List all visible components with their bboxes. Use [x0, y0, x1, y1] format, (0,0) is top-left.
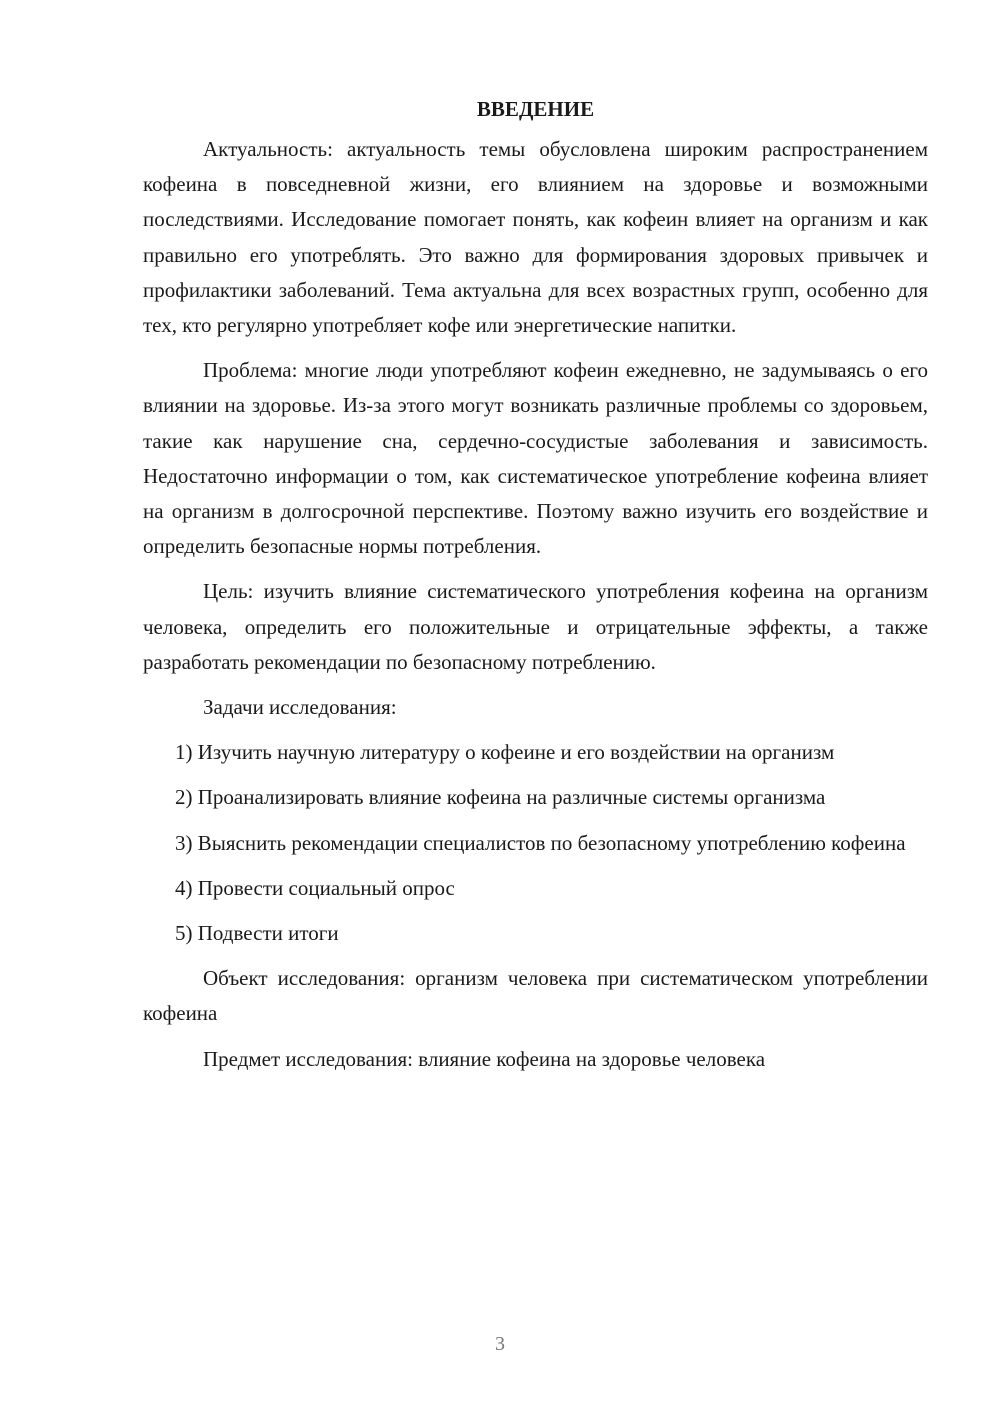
tasks-list [143, 735, 928, 951]
list-item: 5) Подвести итоги [175, 921, 339, 946]
list-item: 4) Провести социальный опрос [175, 875, 455, 900]
page-number: 3 [495, 1333, 505, 1355]
goal-paragraph: Цель: изучить влияние систематического употребления кофеина на организм человека, определить его положительные и отрицательные эффекты, а также разработать рекомендации по безопасному потреблению. [143, 579, 928, 674]
relevance-paragraph: Актуальность: актуальность темы обусловлена широким распространением кофеина в повседневной жизни, его влиянием на здоровье и возможными последствиями. Исследование помогает понять, как кофеин влияет на организм и как правильно его употреблять. Это важно для формирования здоровых привычек и профилактики заболеваний. Тема актуальна для всех возрастных групп, особенно для тех, кто регулярно употребляет кофе или энергетические напитки. [143, 137, 928, 338]
subject-paragraph: Предмет исследования: влияние кофеина на здоровье человека [203, 1046, 766, 1071]
tasks-heading: Задачи исследования: [203, 695, 397, 720]
object-paragraph: Объект исследования: организм человека при систематическом употреблении кофеина [143, 966, 928, 1026]
list-item: 2) Проанализировать влияние кофеина на различные системы организма [175, 785, 826, 810]
list-item: 1) Изучить научную литературу о кофеине и его воздействии на организм [175, 740, 835, 765]
list-item: 3) Выяснить рекомендации специалистов по безопасному употреблению кофеина [175, 830, 906, 855]
page-title: ВВЕДЕНИЕ [476, 97, 595, 121]
document-page [143, 92, 928, 1087]
problem-paragraph: Проблема: многие люди употребляют кофеин ежедневно, не задумываясь о его влиянии на здоровье. Из-за этого могут возникать различные проблемы со здоровьем, такие как нарушение сна, сердечно-сосудистые заболевания и зависимость. Недостаточно информации о том, как систематическое употребление кофеина влияет на организм в долгосрочной перспективе. Поэтому важно изучить его воздействие и определить безопасные нормы потребления. [143, 358, 928, 559]
